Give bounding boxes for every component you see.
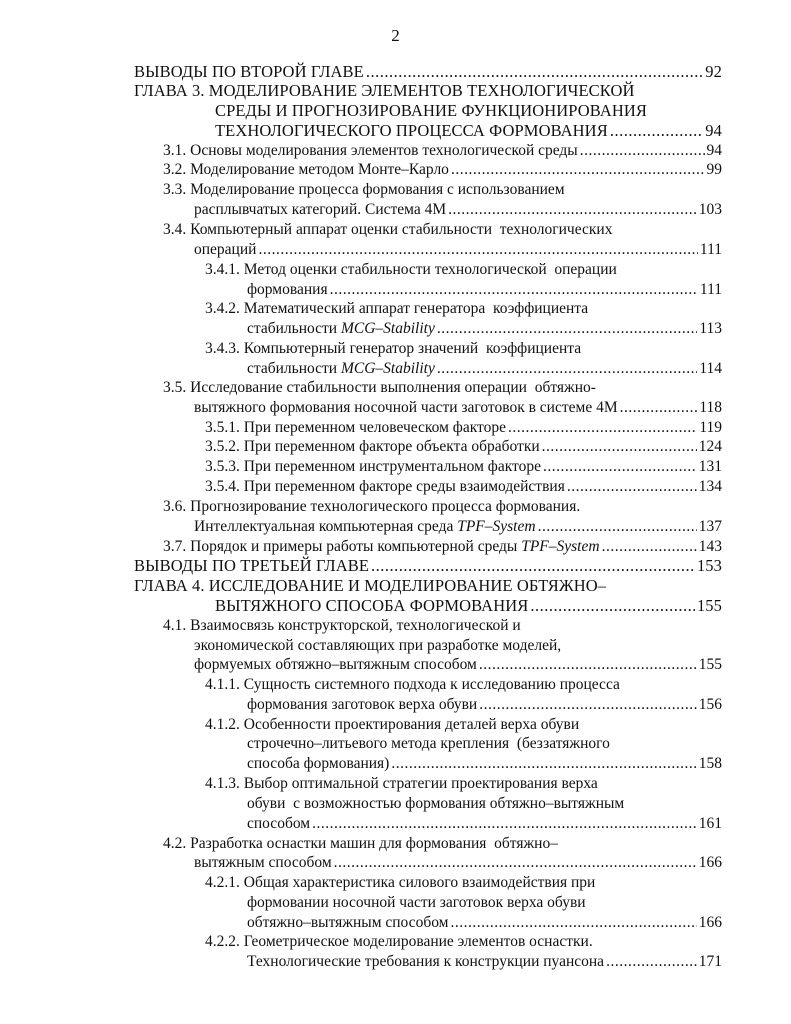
toc-page-number: 156 (698, 696, 722, 713)
toc-page-number: 111 (699, 241, 722, 258)
toc-leader-dots (391, 754, 696, 774)
toc-entry-4-1-2-line2 (247, 734, 610, 754)
toc-entry-title: 3.4.1. Метод оценки стабильности технологической операции (205, 261, 617, 278)
toc-entry-title: формовании носочной части заготовок верха обуви (247, 894, 586, 911)
toc-entry-title: формуемых обтяжно–вытяжным способом (194, 656, 477, 673)
toc-entry-3-5-1[interactable] (205, 418, 722, 438)
toc-leader-dots (567, 477, 697, 497)
toc-entry-4-2-1-line3 (247, 913, 722, 933)
toc-entry-4-1-1-line1[interactable] (205, 675, 620, 695)
toc-leader-dots (479, 695, 697, 715)
toc-entry-title: 3.4. Компьютерный аппарат оценки стабильности технологических (163, 221, 613, 238)
toc-page-number: 111 (699, 281, 722, 298)
toc-page-number: 103 (698, 201, 722, 218)
toc-entry-title: 3.1. Основы моделирования элементов технологической среды (163, 142, 578, 159)
toc-leader-dots (606, 952, 697, 972)
toc-entry-3-5-3[interactable] (205, 457, 722, 477)
toc-leader-dots (602, 537, 697, 557)
toc-leader-dots (334, 853, 697, 873)
toc-leader-dots (451, 160, 705, 180)
toc-page-number: 155 (698, 656, 722, 673)
toc-entry-title: способа формования) (247, 755, 390, 772)
toc-entry-title: ВЫВОДЫ ПО ВТОРОЙ ГЛАВЕ (134, 62, 364, 81)
toc-entry-conclusions-ch2[interactable] (134, 62, 722, 82)
toc-leader-dots (450, 913, 696, 933)
toc-leader-dots (508, 418, 697, 438)
toc-entry-title: 3.6. Прогнозирование технологического процесса формования. (163, 498, 581, 515)
toc-entry-title: вытяжным способом (194, 854, 332, 871)
toc-entry-title: ГЛАВА 3. МОДЕЛИРОВАНИЕ ЭЛЕМЕНТОВ ТЕХНОЛОГИЧЕСКОЙ (134, 81, 635, 100)
toc-entry-title: формования (247, 281, 328, 298)
toc-entry-3-4-line2 (194, 240, 722, 260)
toc-entry-4-1-2-line1[interactable] (205, 715, 579, 735)
toc-entry-3-3-line1[interactable] (163, 180, 565, 200)
toc-entry-title: 4.1.2. Особенности проектирования деталей верха обуви (205, 716, 580, 733)
toc-entry-title: 3.5. Исследование стабильности выполнения операции обтяжно- (163, 379, 596, 396)
toc-page-number: 94 (705, 121, 722, 140)
toc-entry-title: ВЫТЯЖНОГО СПОСОБА ФОРМОВАНИЯ (215, 596, 529, 615)
toc-entry-title: 3.3. Моделирование процесса формования с использованием (163, 181, 565, 198)
toc-entry-3-4-1-line1[interactable] (205, 260, 617, 280)
toc-entry-3-6-line2 (194, 517, 722, 537)
toc-entry-chapter3-line1[interactable] (134, 81, 634, 101)
page-number: 2 (391, 26, 400, 45)
toc-page-number: 94 (706, 142, 722, 159)
toc-entry-title: 4.2.2. Геометрическое моделирование элементов оснастки. (205, 933, 593, 950)
toc-entry-title-italic: TPF–System (457, 518, 536, 535)
toc-leader-dots (312, 814, 697, 834)
toc-entry-chapter3-line2 (215, 101, 647, 121)
toc-page-number: 124 (698, 438, 722, 455)
toc-entry-title: Технологические требования к конструкции пуансона (247, 953, 605, 970)
toc-leader-dots (542, 437, 697, 457)
toc-entry-title: 4.2.1. Общая характеристика силового взаимодействия при (205, 874, 596, 891)
toc-page-number: 118 (699, 399, 722, 416)
toc-leader-dots (448, 200, 697, 220)
toc-entry-title: Интеллектуальная компьютерная среда (194, 518, 458, 535)
toc-entry-3-5-line1[interactable] (163, 378, 596, 398)
toc-entry-title-italic: MCG–Stability (340, 320, 435, 337)
toc-entry-3-3-line2 (194, 200, 722, 220)
toc-entry-3-4-2-line1[interactable] (205, 299, 588, 319)
toc-entry-4-2-1-line1[interactable] (205, 873, 595, 893)
toc-entry-title: обтяжно–вытяжным способом (247, 914, 449, 931)
toc-entry-title: 3.4.3. Компьютерный генератор значений коэффициента (205, 340, 582, 357)
toc-entry-title: 4.1.3. Выбор оптимальной стратегии проектирования верха (205, 775, 598, 792)
toc-entry-title: стабильности (247, 320, 341, 337)
toc-entry-title: ГЛАВА 4. ИССЛЕДОВАНИЕ И МОДЕЛИРОВАНИЕ ОБТЯЖНО– (134, 576, 607, 595)
toc-entry-title: операций (194, 241, 257, 258)
toc-page-number: 166 (698, 854, 722, 871)
toc-page-number: 113 (699, 320, 722, 337)
toc-entry-4-2-2-line2 (247, 952, 722, 972)
toc-entry-title: ТЕХНОЛОГИЧЕСКОГО ПРОЦЕССА ФОРМОВАНИЯ (215, 121, 608, 140)
toc-entry-title: формования заготовок верха обуви (247, 696, 478, 713)
toc-entry-title: 4.1. Взаимосвязь конструкторской, технологической и (163, 617, 521, 634)
toc-entry-title: стабильности (247, 360, 341, 377)
toc-entry-4-1-2-line3 (247, 754, 722, 774)
toc-leader-dots (610, 121, 703, 141)
toc-leader-dots (330, 280, 698, 300)
toc-entry-title: обуви с возможностью формования обтяжно–вытяжным (247, 795, 625, 812)
toc-leader-dots (530, 596, 695, 616)
toc-entry-3-4-2-line2 (247, 319, 722, 339)
toc-entry-4-2-1-line2 (247, 893, 586, 913)
toc-page-number: 114 (699, 360, 722, 377)
toc-entry-3-2[interactable] (163, 160, 722, 180)
toc-entry-chapter4-line1[interactable] (134, 576, 606, 596)
toc-entry-chapter3-line3 (215, 121, 722, 141)
toc-entry-4-2-2-line1[interactable] (205, 932, 593, 952)
toc-page-number: 155 (696, 596, 722, 615)
toc-entry-title: ВЫВОДЫ ПО ТРЕТЬЕЙ ГЛАВЕ (134, 556, 370, 575)
toc-entry-title-italic: TPF–System (521, 538, 600, 555)
toc-entry-title: способом (247, 815, 311, 832)
toc-entry-title: 4.2. Разработка оснастки машин для формования обтяжно– (163, 835, 558, 852)
toc-entry-3-5-4[interactable] (205, 477, 722, 497)
toc-entry-title: 3.5.1. При переменном человеческом факторе (205, 419, 506, 436)
toc-leader-dots (479, 655, 697, 675)
toc-entry-4-1-1-line2 (247, 695, 722, 715)
toc-page-number: 166 (698, 914, 722, 931)
toc-page-number: 131 (698, 458, 722, 475)
toc-entry-title: СРЕДЫ И ПРОГНОЗИРОВАНИЕ ФУНКЦИОНИРОВАНИЯ (215, 101, 648, 120)
toc-page-number: 99 (706, 161, 722, 178)
toc-entry-title: 3.4.2. Математический аппарат генератора коэффициента (205, 300, 589, 317)
toc-entry-conclusions-ch3[interactable] (134, 556, 722, 576)
toc-entry-title: 3.5.3. При переменном инструментальном факторе (205, 458, 542, 475)
toc-page-number: 153 (696, 556, 722, 575)
toc-entry-4-2-line2 (194, 853, 722, 873)
toc-entry-chapter4-line2 (215, 596, 722, 616)
toc-entry-3-6-line1[interactable] (163, 497, 580, 517)
toc-page-number: 171 (698, 953, 722, 970)
toc-entry-title: 3.2. Моделирование методом Монте–Карло (163, 161, 449, 178)
toc-entry-title: 3.5.2. При переменном факторе объекта обработки (205, 438, 540, 455)
toc-entry-4-1-line1[interactable] (163, 616, 521, 636)
toc-page-number: 143 (698, 538, 722, 555)
toc-page-number: 134 (698, 478, 722, 495)
toc-leader-dots (366, 62, 703, 82)
toc-page-number: 158 (698, 755, 722, 772)
toc-leader-dots (258, 240, 697, 260)
toc-page-number: 161 (698, 815, 722, 832)
toc-entry-3-4-1-line2 (247, 280, 722, 300)
toc-entry-3-5-2[interactable] (205, 437, 722, 457)
toc-entry-title: расплывчатых категорий. Система 4М (194, 201, 447, 218)
toc-entry-4-2-line1[interactable] (163, 834, 558, 854)
toc-entry-4-1-3-line2 (247, 794, 624, 814)
toc-leader-dots (437, 319, 697, 339)
toc-entry-3-7[interactable] (163, 537, 722, 557)
toc-entry-title: 3.5.4. При переменном факторе среды взаимодействия (205, 478, 565, 495)
toc-leader-dots (371, 556, 695, 576)
toc-entry-title-italic: MCG–Stability (340, 360, 435, 377)
toc-leader-dots (538, 517, 697, 537)
toc-entry-4-1-3-line3 (247, 814, 722, 834)
toc-entry-4-1-line2 (194, 636, 561, 656)
toc-page-number: 119 (699, 419, 722, 436)
toc-leader-dots (620, 398, 698, 418)
toc-leader-dots (580, 141, 705, 161)
toc-entry-3-1[interactable] (163, 141, 722, 161)
toc-leader-dots (437, 359, 697, 379)
toc-page-number: 137 (698, 518, 722, 535)
toc-entry-title: 4.1.1. Сущность системного подхода к исследованию процесса (205, 676, 620, 693)
toc-entry-3-4-3-line1[interactable] (205, 339, 581, 359)
toc-entry-4-1-line3 (194, 655, 722, 675)
toc-entry-3-4-3-line2 (247, 359, 722, 379)
toc-entry-3-4-line1[interactable] (163, 220, 612, 240)
toc-entry-title: 3.7. Порядок и примеры работы компьютерной среды (163, 538, 522, 555)
toc-entry-3-5-line2 (194, 398, 722, 418)
toc-leader-dots (543, 457, 697, 477)
toc-page-number: 92 (705, 62, 722, 81)
toc-entry-title: экономической составляющих при разработке моделей, (194, 637, 562, 654)
toc-entry-4-1-3-line1[interactable] (205, 774, 598, 794)
toc-entry-title: вытяжного формования носочной части заготовок в системе 4М (194, 399, 618, 416)
toc-entry-title: строчечно–литьевого метода крепления (беззатяжного (247, 735, 610, 752)
